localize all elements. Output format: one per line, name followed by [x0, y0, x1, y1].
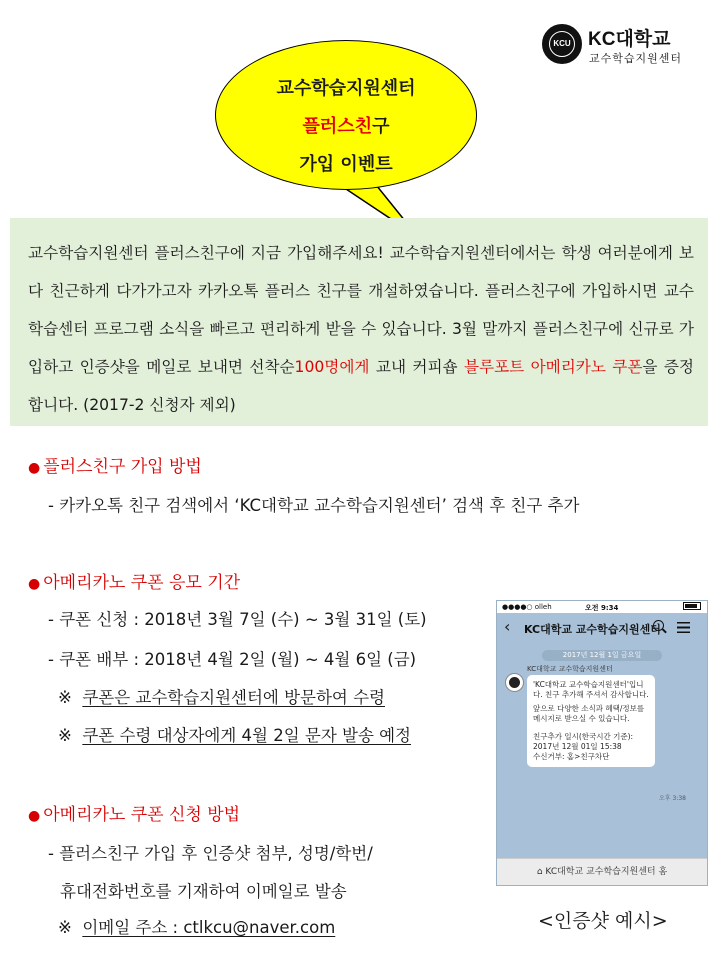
screenshot-caption: <인증샷 예시>	[538, 910, 668, 932]
chat-title: KC대학교 교수학습지원센터	[524, 623, 661, 636]
section-heading-apply: ● 아메리카노 쿠폰 신청 방법	[28, 805, 241, 825]
coupon-apply-period: - 쿠폰 신청 : 2018년 3월 7일 (수) ~ 3월 31일 (토)	[48, 610, 427, 629]
title-line-3: 가입 이벤트	[299, 154, 393, 175]
university-seal-icon: KCU	[542, 24, 582, 64]
chat-bottom-bar: ⌂ KC대학교 교수학습지원센터 홈	[497, 858, 707, 885]
kc-university-logo	[540, 22, 710, 70]
section-heading-join: ● 플러스친구 가입 방법	[28, 457, 202, 477]
chevron-left-icon: ‹	[504, 617, 511, 636]
coupon-distribution-period: - 쿠폰 배부 : 2018년 4월 2일 (월) ~ 4월 6일 (금)	[48, 650, 417, 669]
chat-message: 'KC대학교 교수학습지원센터'입니다. 친구 추가해 주셔서 감사합니다. 앞으로 다양한 소식과 혜택/정보를 메시지로 받으실 수 있습니다. 친구추가 일시(한국시간 기준): 2017년 12월 01일 15:38 수신거부: 홈>친구차단	[527, 675, 655, 767]
section-heading-period: ● 아메리카노 쿠폰 응모 기간	[28, 573, 241, 593]
battery-icon	[683, 602, 701, 610]
sender-avatar	[505, 673, 524, 692]
title-line-1: 교수학습지원센터	[276, 78, 416, 99]
home-icon: ⌂	[536, 867, 543, 877]
count-highlight: 100명에게	[294, 358, 370, 376]
join-instruction: - 카카오톡 친구 검색에서 ‘KC대학교 교수학습지원센터’ 검색 후 친구 추가	[48, 496, 580, 515]
apply-instruction-2: 휴대전화번호를 기재하여 이메일로 발송	[60, 882, 347, 901]
email-note: ※ 이메일 주소 : ctlkcu@naver.com	[58, 918, 336, 937]
menu-icon	[677, 622, 690, 633]
coupon-highlight: 블루포트 아메리카노 쿠폰	[463, 358, 643, 376]
intro-box	[10, 218, 708, 426]
chat-header	[497, 613, 707, 643]
search-icon	[653, 620, 664, 631]
kakaotalk-screenshot-example	[496, 600, 708, 886]
intro-paragraph: 교수학습지원센터 플러스친구에 지금 가입해주세요! 교수학습지원센터에서는 학생 여러분에게 보다 친근하게 다가가고자 카카오톡 플러스 친구를 개설하였습니다. 플러스친구에 가입하시면 교수학습센터 프로그램 소식을 빠르고 편리하게 받을 수 있습니다. 3월 말까지 플러스친구에 신규로 가입하고 인증샷을 메일로 보내면 선착순100명에게 교내 커피숍 블루포트 아메리카노 쿠폰을 증정합니다. (2017-2 신청자 제외)	[28, 244, 694, 414]
chat-date: 2017년 12월 1일 금요일	[542, 650, 662, 661]
apply-instruction-1: - 플러스친구 가입 후 인증샷 첨부, 성명/학번/	[48, 844, 373, 863]
logo-name: KC대학교	[588, 29, 671, 50]
event-title	[215, 70, 477, 184]
title-line-2: 플러스친구	[302, 116, 390, 137]
chat-sender: KC대학교 교수학습지원센터	[527, 665, 613, 673]
email-address-link[interactable]: 이메일 주소 : ctlkcu@naver.com	[82, 918, 336, 937]
message-time: 오후 3:38	[659, 795, 686, 802]
phone-status-bar: ●●●●○ olleh 오전 9:34	[497, 601, 707, 613]
pickup-note: ※ 쿠폰은 교수학습지원센터에 방문하여 수령	[58, 688, 385, 707]
logo-subtitle: 교수학습지원센터	[589, 52, 683, 65]
sms-note: ※ 쿠폰 수령 대상자에게 4월 2일 문자 발송 예정	[58, 726, 412, 745]
